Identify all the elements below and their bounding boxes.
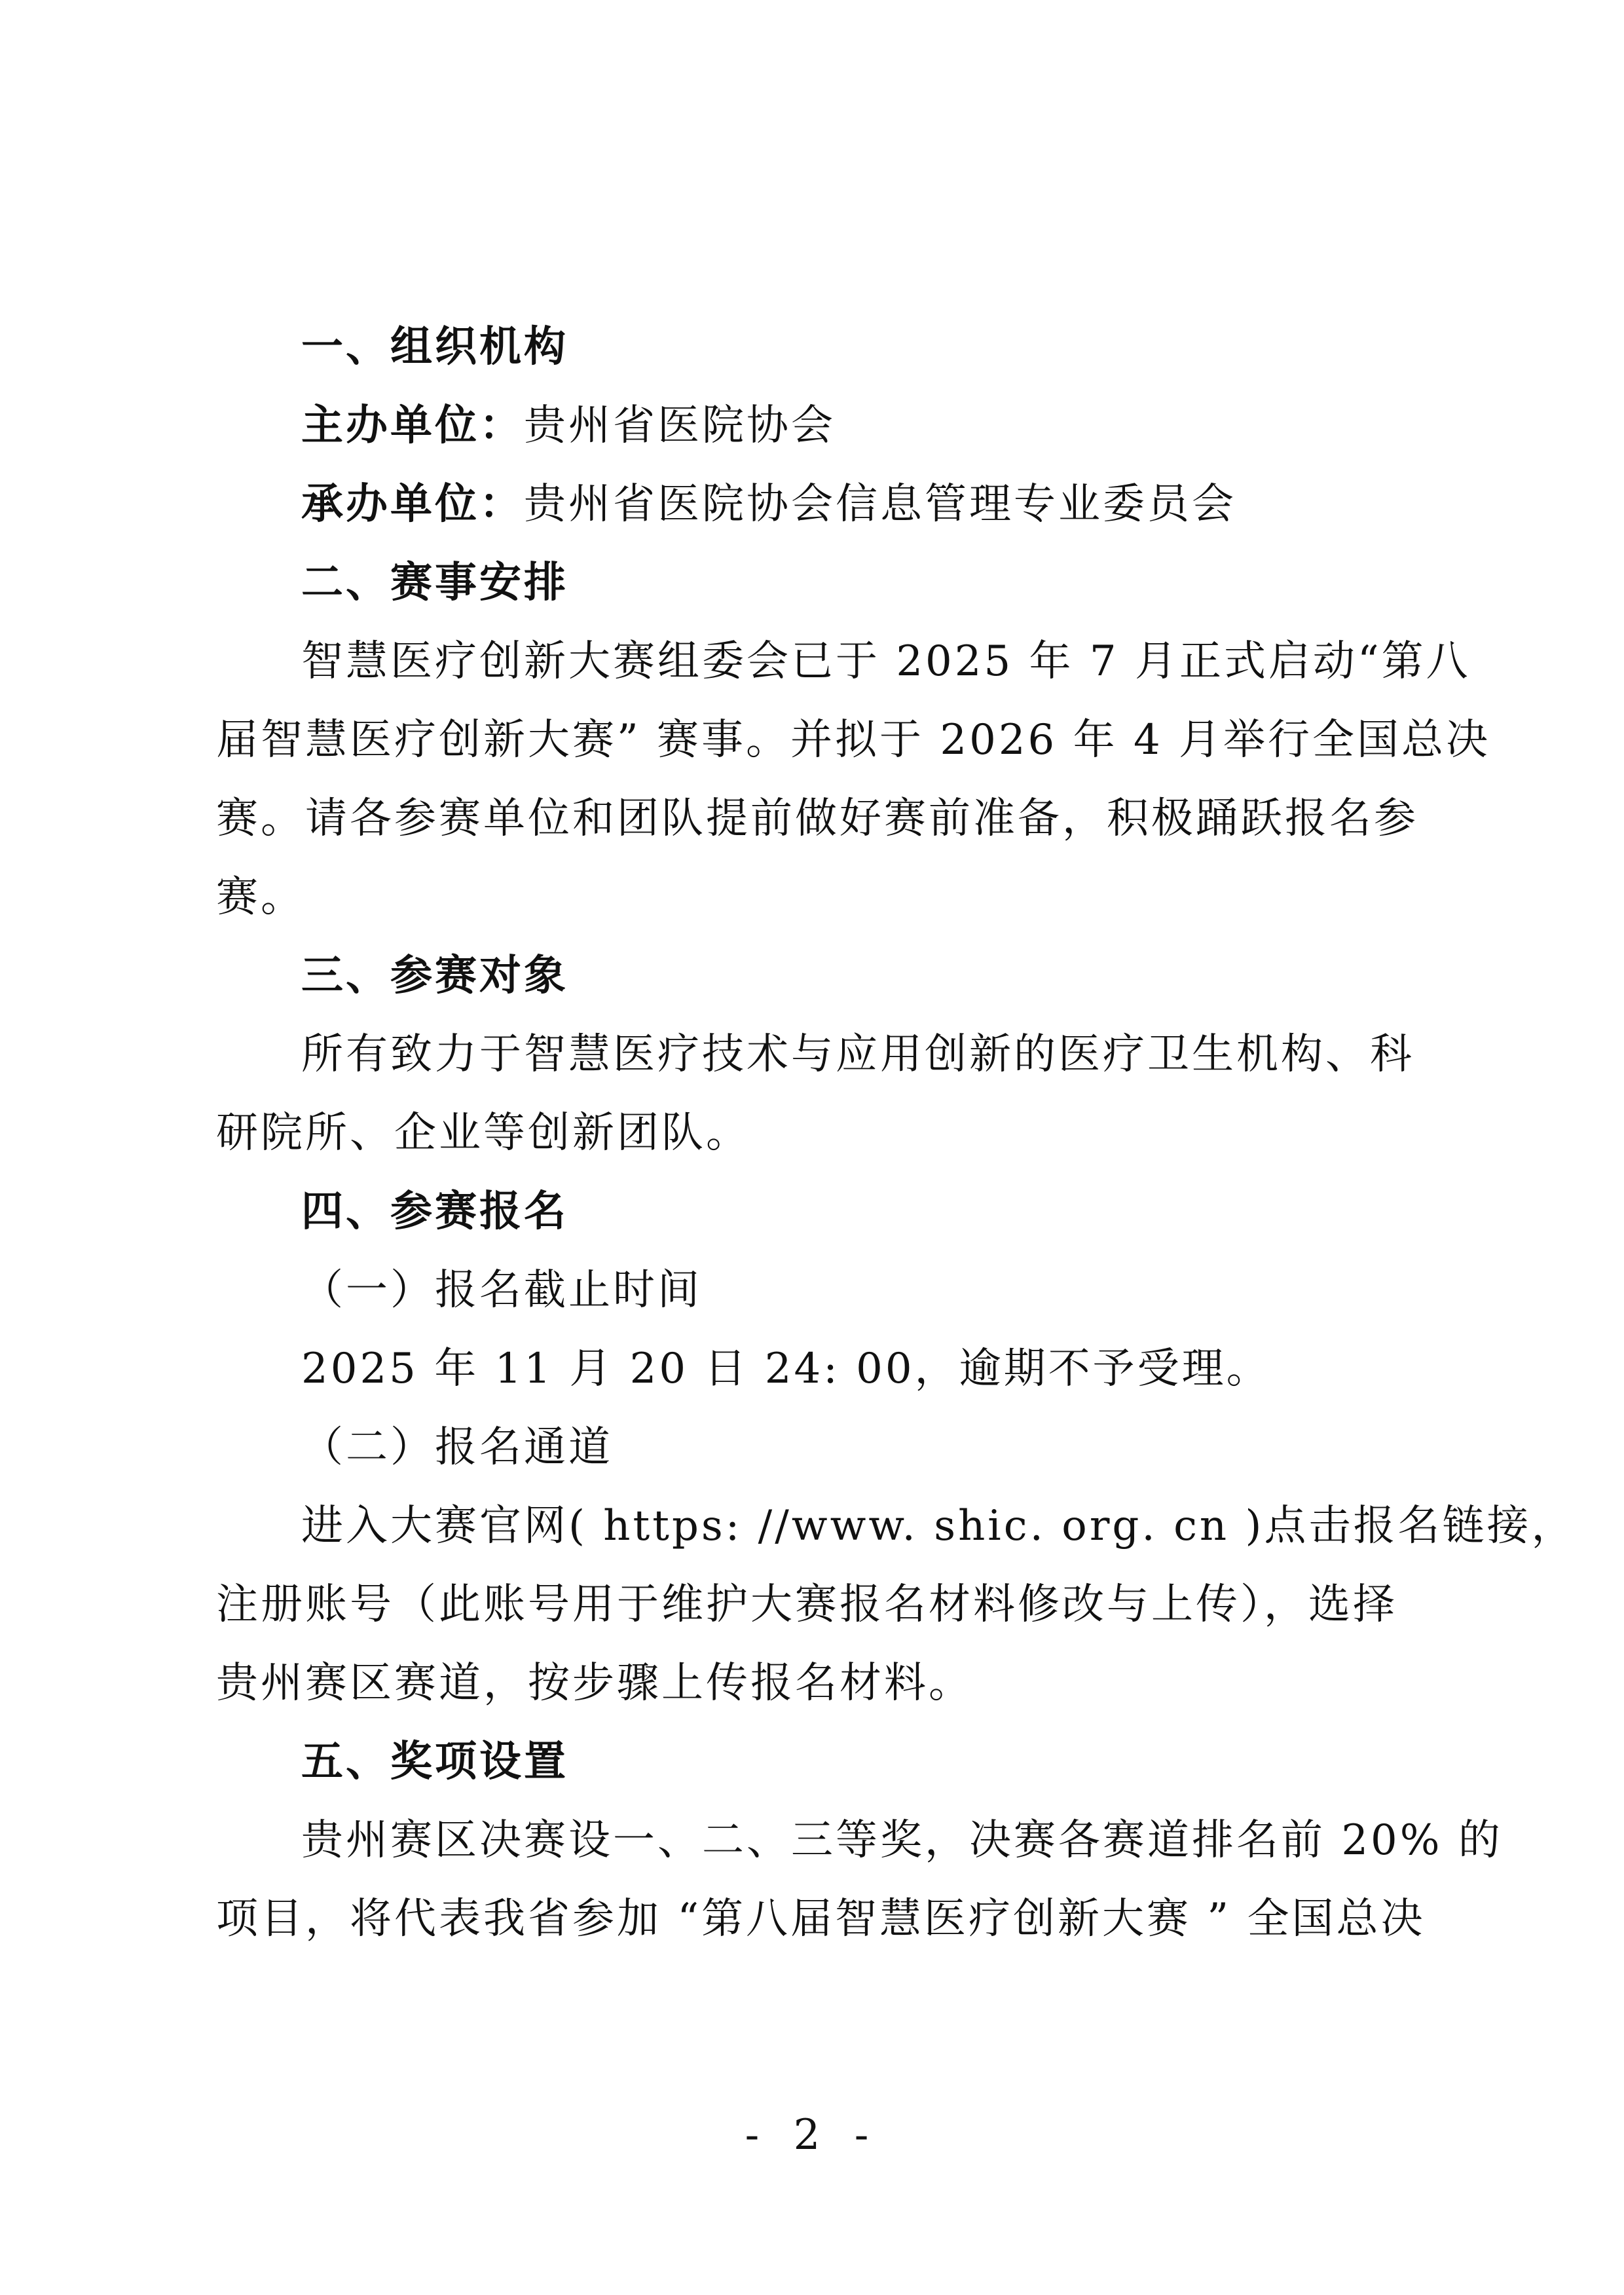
schedule-paragraph-line-2: 届智慧医疗创新大赛” 赛事。并拟于 2026 年 4 月举行全国总决	[216, 716, 1491, 764]
schedule-paragraph-line-3: 赛。请各参赛单位和团队提前做好赛前准备，积极踊跃报名参	[216, 794, 1418, 843]
organizer-unit-value: 贵州省医院协会信息管理专业委员会	[524, 480, 1236, 529]
section-heading-organization: 一、组织机构	[301, 323, 568, 371]
participants-paragraph-line-2: 研院所、企业等创新团队。	[216, 1109, 750, 1157]
schedule-paragraph-line-4: 赛。	[216, 873, 305, 922]
host-unit-value: 贵州省医院协会	[524, 401, 836, 450]
registration-deadline-text: 2025 年 11 月 20 日 24: 00，逾期不予受理。	[301, 1345, 1271, 1393]
registration-deadline-title: （一）报名截止时间	[301, 1266, 702, 1315]
awards-paragraph-line-2: 项目，将代表我省参加 “第八届智慧医疗创新大赛 ” 全国总决	[216, 1895, 1426, 1943]
registration-channel-line-1: 进入大赛官网( https: //www. shic. org. cn )点击报名链接，	[301, 1502, 1576, 1550]
section-heading-registration: 四、参赛报名	[301, 1187, 568, 1236]
participants-paragraph-line-1: 所有致力于智慧医疗技术与应用创新的医疗卫生机构、科	[301, 1030, 1414, 1079]
organizer-unit-line	[301, 465, 1414, 544]
registration-channel-line-2: 注册账号（此账号用于维护大赛报名材料修改与上传），选择	[216, 1580, 1397, 1629]
section-heading-participants: 三、参赛对象	[301, 952, 568, 1000]
section-heading-schedule: 二、赛事安排	[301, 559, 568, 607]
page-number: - 2 -	[745, 2111, 879, 2159]
host-unit-line	[301, 386, 1414, 465]
organizer-unit-label: 承办单位：	[301, 480, 524, 529]
awards-paragraph-line-1: 贵州赛区决赛设一、二、三等奖，决赛各赛道排名前 20% 的	[301, 1816, 1503, 1865]
registration-channel-line-3: 贵州赛区赛道，按步骤上传报名材料。	[216, 1659, 973, 1707]
schedule-paragraph-line-1: 智慧医疗创新大赛组委会已于 2025 年 7 月正式启动“第八	[301, 637, 1471, 686]
registration-channel-title: （二）报名通道	[301, 1423, 613, 1472]
host-unit-label: 主办单位：	[301, 401, 524, 450]
section-heading-awards: 五、奖项设置	[301, 1738, 568, 1786]
